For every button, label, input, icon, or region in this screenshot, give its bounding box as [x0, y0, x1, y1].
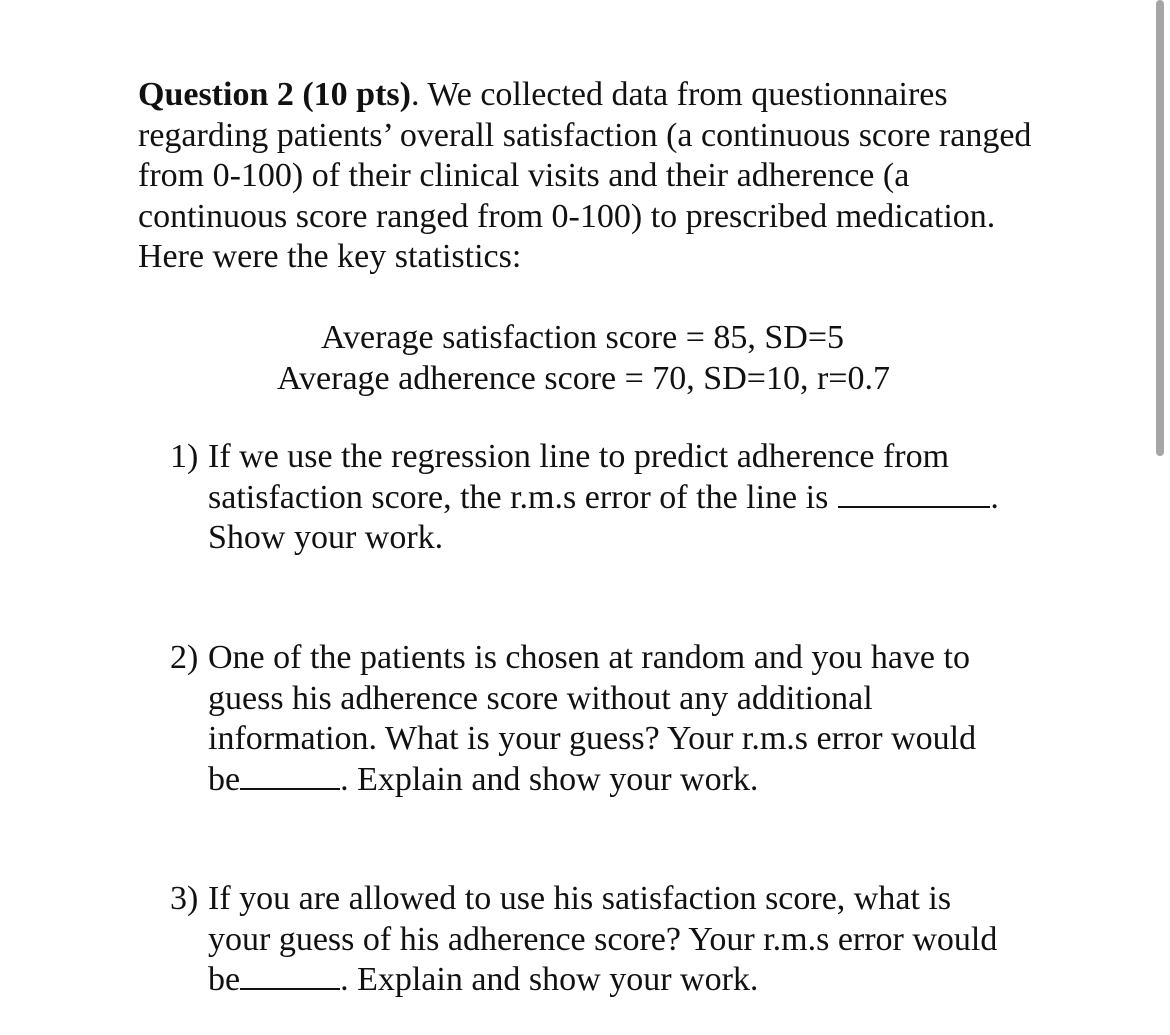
sub-question-1-text: If we use the regression line to predict adherence from satisfaction score, the r.m.s error of the line is: [208, 438, 950, 516]
sub-question-1: [170, 437, 1010, 559]
sub-question-3-number: 3): [170, 880, 199, 917]
sub-question-1-period: .: [990, 478, 999, 516]
sub-question-2: [170, 638, 1000, 800]
sub-question-1-body: [208, 437, 1010, 559]
sub-question-3-instruction: . Explain and show your work.: [340, 961, 759, 998]
question-intro: [138, 75, 1038, 278]
sub-question-2-number: 2): [170, 639, 199, 676]
stat-adherence: Average adherence score = 70, SD=10, r=0.7: [277, 360, 890, 397]
sub-question-3: [170, 879, 1020, 1001]
question-title: Question 2 (10 pts): [138, 76, 411, 113]
sub-question-2-text: One of the patients is chosen at random and you have to guess his adherence score without any additional information. What is your guess? Your r.m.s error would be: [208, 639, 977, 798]
sub-question-2-instruction: . Explain and show your work.: [340, 760, 759, 798]
stat-satisfaction: Average satisfaction score = 85, SD=5: [321, 319, 845, 356]
vertical-scrollbar[interactable]: [1156, 0, 1164, 456]
sub-question-3-text: If you are allowed to use his satisfaction score, what is your guess of his adherence score? Your r.m.s error would be: [208, 880, 998, 998]
sub-question-1-number: 1): [170, 438, 199, 475]
sub-question-1-instruction: Show your work.: [208, 519, 444, 556]
question-intro-text: . We collected data from questionnaires regarding patients’ overall satisfaction (a continuous score ranged from 0-100) of their clinical visits and their adherence (a continuous score ranged from 0-100) to prescribed medication. Here were the key statistics:: [138, 76, 1032, 275]
answer-blank-2[interactable]: [240, 768, 340, 790]
sub-question-2-body: [208, 638, 1000, 800]
answer-blank-1[interactable]: [838, 486, 990, 508]
sub-question-3-body: [208, 879, 1020, 1001]
answer-blank-3[interactable]: [240, 968, 340, 990]
